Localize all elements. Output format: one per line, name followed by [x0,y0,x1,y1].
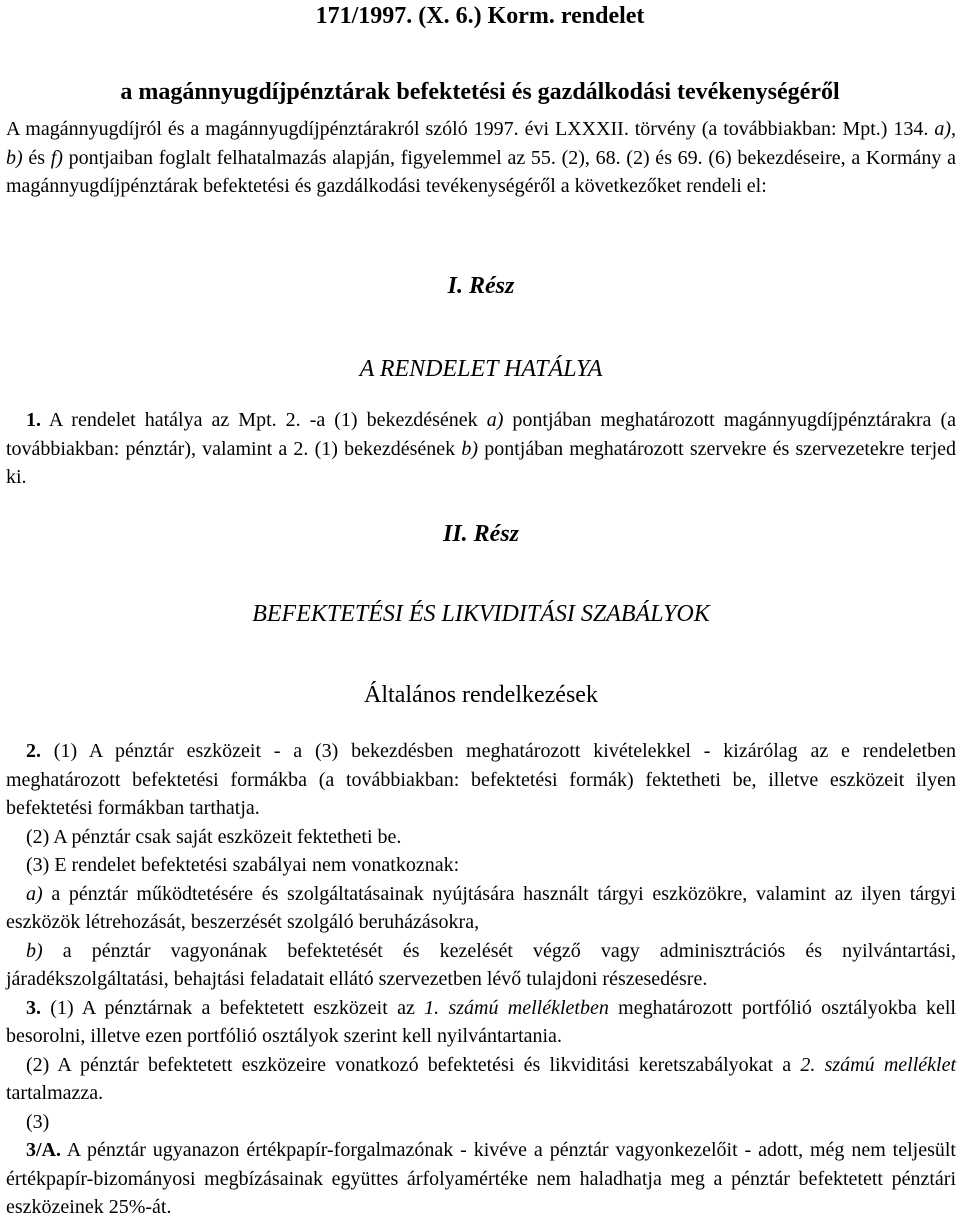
section-2-para-3: (3) E rendelet befektetési szabályai nem vonatkoznak: [26,854,460,876]
section-2-point-a: a) a pénztár működtetésére és szolgáltatásainak nyújtására használt tárgyi eszközökre, valamint az ilyen tárgyi eszközök létrehozását, beszerzését szolgáló beruházásokra, [6,882,956,933]
section-3-para-3: (3) [26,1110,50,1133]
section-2 [6,737,956,1222]
part-1-title: A RENDELET HATÁLYA [359,356,603,382]
section-3-para-1: 3. (1) A pénztárnak a befektetett eszközeit az 1. számú mellékletben meghatározott portfólió osztályokba kell besorolni, illetve ezen portfólió osztályok szerint kell nyilvántartania. [6,996,956,1047]
part-2-title: BEFEKTETÉSI ÉS LIKVIDITÁSI SZABÁLYOK [252,601,710,627]
section-2-point-b: b) a pénztár vagyonának befektetését és kezelését végző vagy adminisztrációs és nyilvántartási, járadékszolgáltatási, behajtási feladatait ellátó szervezetben lévő tulajdoni részesedésre. [6,939,956,990]
section-3a: 3/A. A pénztár ugyanazon értékpapír-forgalmazónak - kivéve a pénztár vagyonkezelőit - adott, még nem teljesült értékpapír-bizományosi megbízásainak együttes árfolyamértéke nem haladhatja meg a pénztár befektetett pénztári eszközeinek 25%-át. [6,1139,956,1218]
section-1: 1. A rendelet hatálya az Mpt. 2. -a (1) bekezdésének a) pontjában meghatározott magánnyugdíjpénztárakra (a továbbiakban: pénztár), valamint a 2. (1) bekezdésének b) pontjában meghatározott szervekre és szervezetekre terjed ki. [6,409,957,488]
part-2-subtitle: Általános rendelkezések [364,682,598,708]
document-title: a magánnyugdíjpénztárak befektetési és gazdálkodási tevékenységéről [120,79,840,105]
part-1-label: I. Rész [447,273,515,299]
section-3-para-2: (2) A pénztár befektetett eszközeire vonatkozó befektetési és likviditási keretszabályokat a 2. számú melléklet tartalmazza. [6,1053,957,1104]
section-2-para-2: (2) A pénztár csak saját eszközeit fektetheti be. [26,825,402,848]
part-2-label: II. Rész [442,521,520,547]
preamble: A magánnyugdíjról és a magánnyugdíjpénztárakról szóló 1997. évi LXXXII. törvény (a továbbiakban: Mpt.) 134. a), b) és f) pontjaiban foglalt felhatalmazás alapján, figyelemmel az 55. (2), 68. (2) és 69. (6) bekezdéseire, a Kormány a magánnyugdíjpénztárak befektetési és gazdálkodási tevékenységéről a következőket rendeli el: [6,118,956,197]
section-2-para-1: 2. (1) A pénztár eszközeit - a (3) bekezdésben meghatározott kivételekkel - kizárólag az e rendeletben meghatározott befektetési formákba (a továbbiakban: befektetési formák) fektetheti be, illetve eszközeit ilyen befektetési formákban tarthatja. [6,740,956,819]
document-number: 171/1997. (X. 6.) Korm. rendelet [315,3,645,29]
